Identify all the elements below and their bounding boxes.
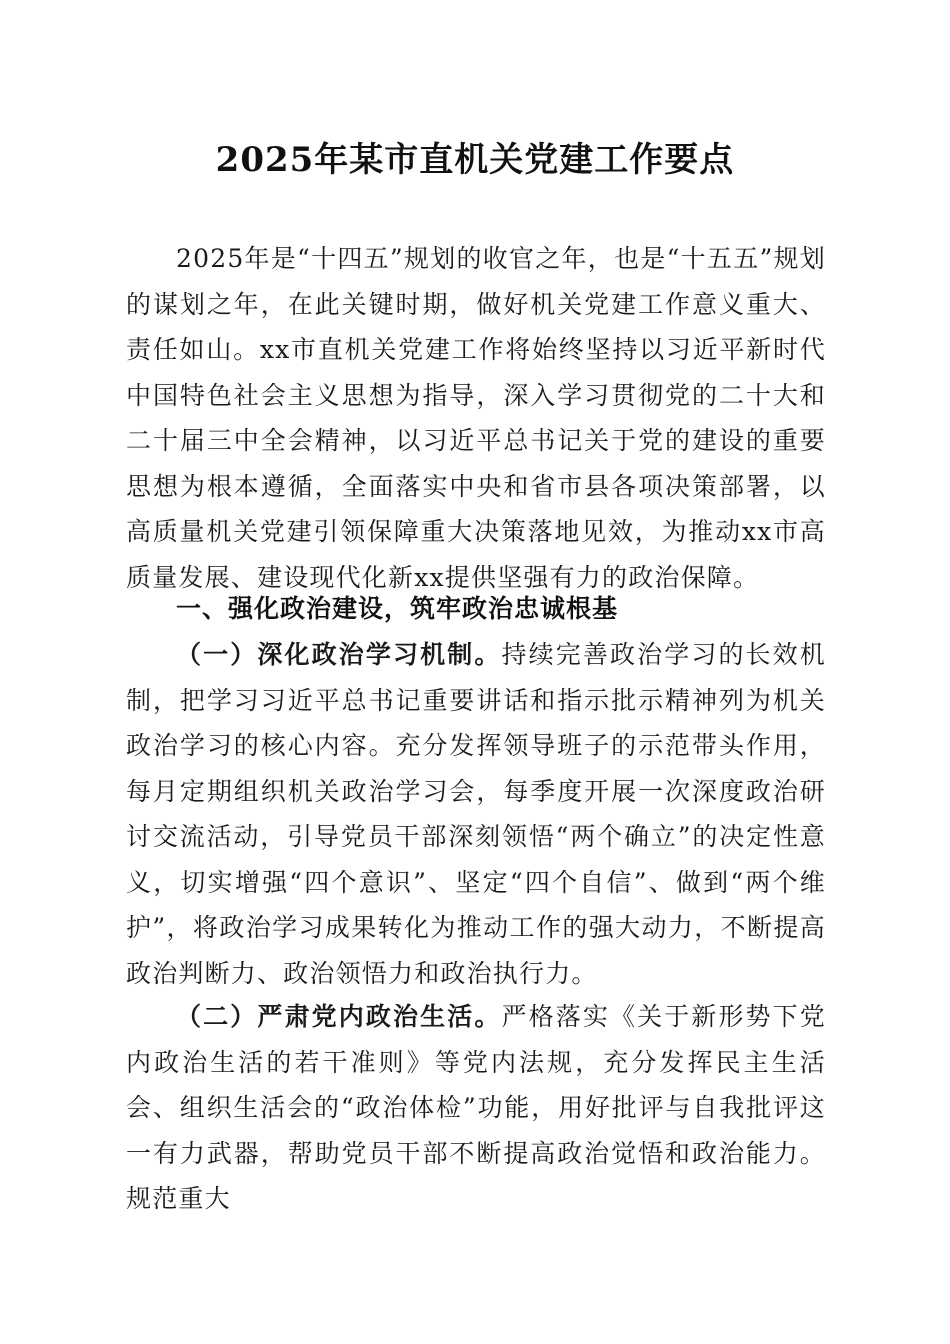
item-1-paragraph (126, 632, 826, 996)
section-1-item-1 (126, 632, 826, 996)
item-2-text: 严格落实《关于新形势下党内政治生活的若干准则》等党内法规，充分发挥民主生活会、组织生活会的“政治体检”功能，用好批评与自我批评这一有力武器，帮助党员干部不断提高政治觉悟和政治能力。规范重大 (126, 1002, 827, 1213)
item-1-text: 持续完善政治学习的长效机制，把学习习近平总书记重要讲话和指示批示精神列为机关政治学习的核心内容。充分发挥领导班子的示范带头作用，每月定期组织机关政治学习会，每季度开展一次深度政治研讨交流活动，引导党员干部深刻领悟“两个确立”的决定性意义，切实增强“四个意识”、坚定“四个自信”、做到“两个维护”，将政治学习成果转化为推动工作的强大动力，不断提高政治判断力、政治领悟力和政治执行力。 (126, 640, 827, 988)
intro-block (126, 236, 826, 600)
item-2-label: （二）严肃党内政治生活。 (176, 1002, 502, 1031)
item-1-label: （一）深化政治学习机制。 (176, 640, 502, 669)
section-1-item-2 (126, 994, 826, 1222)
item-2-paragraph (126, 994, 826, 1222)
section-1 (126, 586, 826, 632)
document-title: 2025年某市直机关党建工作要点 (215, 140, 735, 180)
section-1-heading: 一、强化政治建设，筑牢政治忠诚根基 (176, 594, 619, 623)
intro-paragraph: 2025年是“十四五”规划的收官之年，也是“十五五”规划的谋划之年，在此关键时期，做好机关党建工作意义重大、责任如山。xx市直机关党建工作将始终坚持以习近平新时代中国特色社会主义思想为指导，深入学习贯彻党的二十大和二十届三中全会精神，以习近平总书记关于党的建设的重要思想为根本遵循，全面落实中央和省市县各项决策部署，以高质量机关党建引领保障重大决策落地见效，为推动xx市高质量发展、建设现代化新xx提供坚强有力的政治保障。 (126, 244, 826, 592)
